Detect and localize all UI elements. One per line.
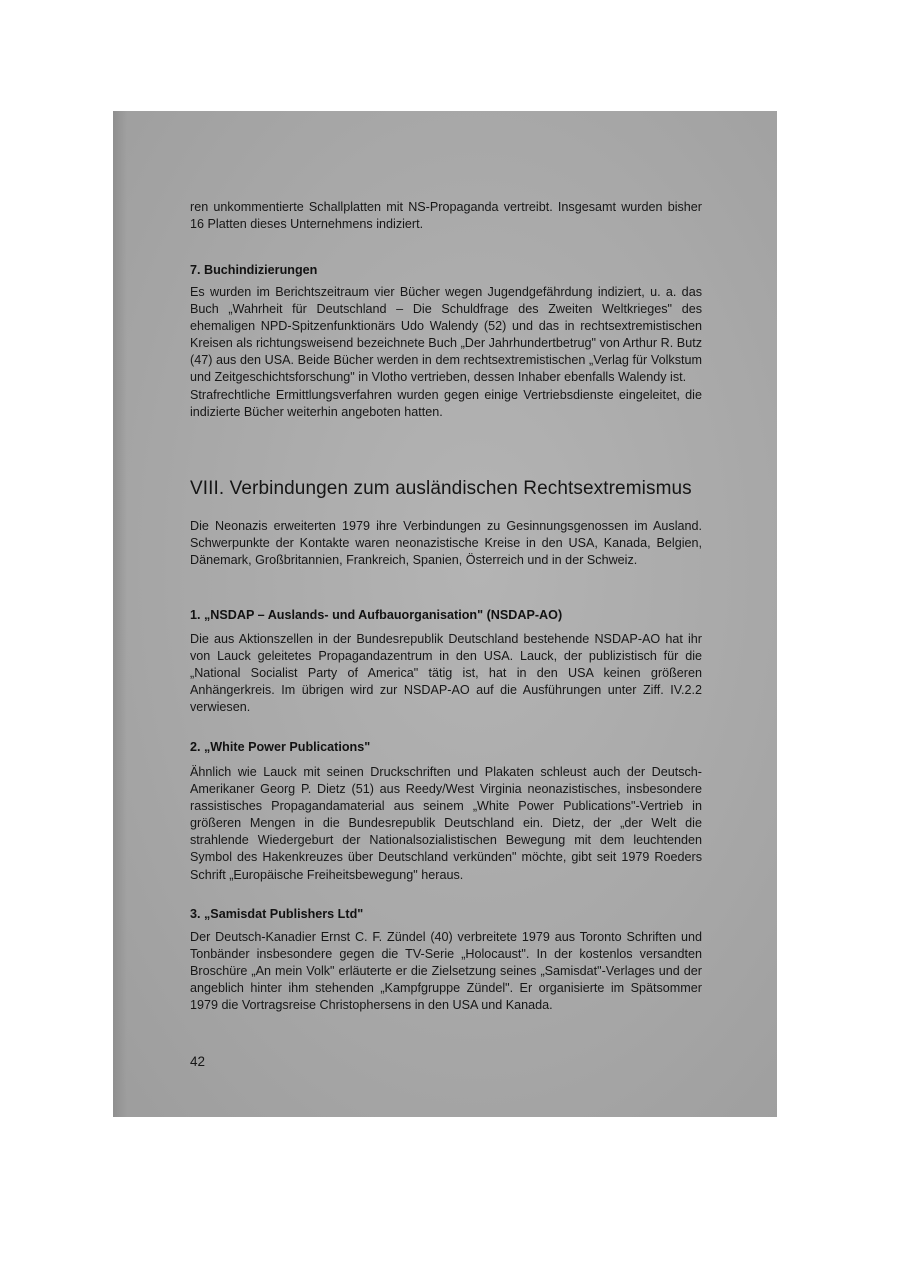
subsection-1-body — [190, 631, 702, 716]
subsection-2-body — [190, 764, 702, 884]
section-7-paragraph-1: Es wurden im Berichtszeitraum vier Bücher wegen Jugendgefährdung indiziert, u. a. das Buch „Wahrheit für Deutschland – Die Schuldfrage des Zweiten Weltkrieges" des ehemaligen NPD-Spitzenfunktionärs Udo Walendy (52) und das in rechtsextremistischen Kreisen als richtungsweisend bezeichnete Buch „Der Jahrhundertbetrug" von Arthur R. Butz (47) aus den USA. Beide Bücher werden in dem rechtsextremistischen „Verlag für Volkstum und Zeitgeschichtsforschung" in Vlotho vertrieben, dessen Inhaber ebenfalls Walendy ist. — [190, 285, 702, 385]
chapter-intro — [190, 518, 702, 569]
intro-paragraph — [190, 199, 702, 233]
scanned-page — [113, 111, 777, 1117]
chapter-heading: VIII. Verbindungen zum ausländischen Rechtsextremismus — [190, 478, 692, 499]
section-7-body — [190, 284, 702, 421]
chapter-intro-text: Die Neonazis erweiterten 1979 ihre Verbindungen zu Gesinnungsgenossen im Ausland. Schwerpunkte der Kontakte waren neonazistische Kreise in den USA, Kanada, Belgien, Dänemark, Großbritannien, Frankreich, Spanien, Österreich und in der Schweiz. — [190, 519, 702, 568]
subsection-1-text: Die aus Aktionszellen in der Bundesrepublik Deutschland bestehende NSDAP-AO hat ihr von Lauck geleitetes Propagandazentrum in den USA. Lauck, der publizistisch für die „National Socialist Party of America" tätig ist, hat in den USA keinen größeren Anhängerkreis. Im übrigen wird zur NSDAP-AO auf die Ausführungen unter Ziff. IV.2.2 verwiesen. — [190, 632, 702, 715]
page-number: 42 — [190, 1054, 206, 1069]
subsection-2-heading: 2. „White Power Publications" — [190, 740, 371, 754]
subsection-3-body — [190, 929, 702, 1014]
intro-text: ren unkommentierte Schallplatten mit NS-Propaganda vertreibt. Insgesamt wurden bisher 16 Platten dieses Unternehmens indiziert. — [190, 200, 702, 232]
section-7-paragraph-2: Strafrechtliche Ermittlungsverfahren wurden gegen einige Vertriebsdienste eingeleitet, die indizierte Bücher weiterhin angeboten hatten. — [190, 387, 702, 419]
subsection-3-heading: 3. „Samisdat Publishers Ltd" — [190, 907, 364, 921]
subsection-1-heading: 1. „NSDAP – Auslands- und Aufbauorganisation" (NSDAP-AO) — [190, 608, 563, 622]
subsection-3-text: Der Deutsch-Kanadier Ernst C. F. Zündel (40) verbreitete 1979 aus Toronto Schriften und Tonbänder insbesondere gegen die TV-Serie „Holocaust". In der kostenlos versandten Broschüre „An mein Volk" erläuterte er die Zielsetzung seines „Samisdat"-Verlages und der angeblich hinter ihm stehenden „Kampfgruppe Zündel". Er organisierte im Spätsommer 1979 die Vortragsreise Christophersens in den USA und Kanada. — [190, 930, 702, 1013]
section-7-heading: 7. Buchindizierungen — [190, 263, 318, 277]
subsection-2-text: Ähnlich wie Lauck mit seinen Druckschriften und Plakaten schleust auch der Deutsch-Amerikaner Georg P. Dietz (51) aus Reedy/West Virginia neonazistisches, insbesondere rassistisches Propagandamaterial aus seinem „White Power Publications"-Vertrieb in größeren Mengen in die Bundesrepublik Deutschland ein. Dietz, der „der Welt die strahlende Wiedergeburt der Nationalsozialistischen Bewegung mit dem leuchtenden Symbol des Hakenkreuzes über Deutschland verkünden" möchte, gibt seit 1979 Roeders Schrift „Europäische Freiheitsbewegung" heraus. — [190, 765, 702, 882]
